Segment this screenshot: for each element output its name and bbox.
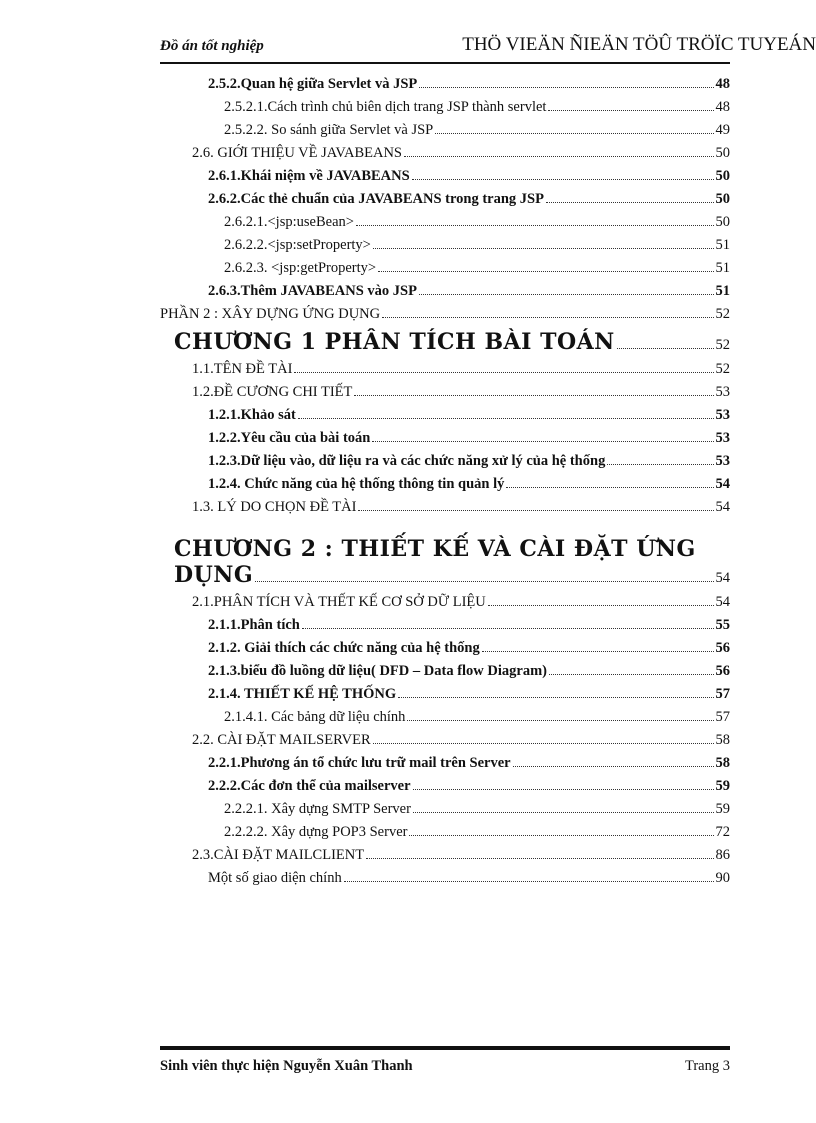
toc-entry-title: 2.6.3.Thêm JAVABEANS vào JSP bbox=[208, 283, 417, 299]
toc-entry[interactable] bbox=[160, 847, 730, 870]
toc-entry-page: 53 bbox=[715, 453, 730, 469]
toc-entry-page: 53 bbox=[715, 384, 730, 400]
toc-entry-title: 2.1.4. THIẾT KẾ HỆ THỐNG bbox=[208, 686, 397, 702]
toc-entry[interactable] bbox=[160, 99, 730, 122]
toc-leader bbox=[413, 789, 714, 790]
toc-leader bbox=[546, 202, 714, 203]
toc-leader bbox=[435, 133, 713, 134]
header-title: THÖ VIEÄN ÑIEÄN TÖÛ TRÖÏC TUYEÁN bbox=[462, 34, 816, 55]
toc-entry[interactable] bbox=[160, 686, 730, 709]
toc-leader bbox=[344, 881, 714, 882]
footer-page-number: Trang 3 bbox=[685, 1058, 730, 1074]
chapter-2-page: 54 bbox=[715, 570, 730, 586]
toc-entry[interactable] bbox=[160, 755, 730, 778]
toc-entry[interactable] bbox=[160, 283, 730, 306]
chapter-2-heading-line1[interactable] bbox=[160, 522, 730, 562]
toc-entry-title: 2.1.PHÂN TÍCH VÀ THẾT KẾ CƠ SỞ DỮ LIỆU bbox=[192, 594, 486, 610]
header-divider bbox=[160, 62, 730, 64]
toc-leader bbox=[488, 605, 714, 606]
toc-leader bbox=[358, 510, 713, 511]
toc-entry[interactable] bbox=[160, 237, 730, 260]
chapter-2-title-line1: CHƯƠNG 2 : THIẾT KẾ VÀ CÀI ĐẶT ỨNG bbox=[174, 536, 696, 562]
toc-entry[interactable] bbox=[160, 306, 730, 329]
toc-entry-page: 49 bbox=[715, 122, 730, 138]
chapter-2-heading-line2[interactable] bbox=[160, 562, 730, 594]
toc-entry-title: 2.6.2.3. <jsp:getProperty> bbox=[224, 260, 377, 276]
toc-entry-title: 2.5.2.2. So sánh giữa Servlet và JSP bbox=[224, 122, 434, 138]
toc-entry[interactable] bbox=[160, 76, 730, 99]
toc-leader bbox=[413, 812, 714, 813]
toc-entry[interactable] bbox=[160, 870, 730, 893]
toc-entry-title: 2.2.2.Các đơn thể của mailserver bbox=[208, 778, 411, 794]
toc-leader bbox=[372, 441, 713, 442]
toc-entry-title: 2.5.2.Quan hệ giữa Servlet và JSP bbox=[208, 76, 418, 92]
toc-leader bbox=[378, 271, 713, 272]
footer-author: Sinh viên thực hiện Nguyễn Xuân Thanh bbox=[160, 1058, 413, 1074]
toc-entry-page: 51 bbox=[715, 237, 730, 253]
toc-entry-title: 1.1.TÊN ĐỀ TÀI bbox=[192, 361, 293, 377]
toc-leader bbox=[354, 395, 713, 396]
toc-entry-title: 1.3. LÝ DO CHỌN ĐỀ TÀI bbox=[192, 499, 357, 515]
toc-entry-page: 86 bbox=[715, 847, 730, 863]
toc-leader bbox=[366, 858, 713, 859]
toc-leader bbox=[294, 372, 713, 373]
toc-entry-page: 51 bbox=[715, 260, 730, 276]
toc-entry-page: 57 bbox=[715, 709, 730, 725]
toc-entry-title: 2.6. GIỚI THIỆU VỀ JAVABEANS bbox=[192, 145, 402, 161]
toc-entry-page: 52 bbox=[715, 306, 730, 322]
toc-entry[interactable] bbox=[160, 594, 730, 617]
toc-leader bbox=[607, 464, 713, 465]
toc-entry[interactable] bbox=[160, 122, 730, 145]
toc-entry[interactable] bbox=[160, 499, 730, 522]
toc-entry[interactable] bbox=[160, 709, 730, 732]
toc-entry[interactable] bbox=[160, 453, 730, 476]
toc-leader bbox=[419, 87, 713, 88]
toc-leader bbox=[409, 835, 713, 836]
toc-entry-page: 48 bbox=[715, 99, 730, 115]
toc-entry-title: 2.1.3.biểu đồ luồng dữ liệu( DFD – Data flow Diagram) bbox=[208, 663, 547, 679]
toc-entry-page: 55 bbox=[715, 617, 730, 633]
toc-entry[interactable] bbox=[160, 476, 730, 499]
toc-leader bbox=[513, 766, 714, 767]
toc-entry[interactable] bbox=[160, 824, 730, 847]
toc-entry-title: 2.1.4.1. Các bảng dữ liệu chính bbox=[224, 709, 406, 725]
toc-leader bbox=[549, 674, 714, 675]
toc-entry[interactable] bbox=[160, 384, 730, 407]
toc-entry-page: 59 bbox=[715, 778, 730, 794]
chapter-1-title: CHƯƠNG 1 PHÂN TÍCH BÀI TOÁN bbox=[174, 329, 615, 355]
toc-entry-title: 2.5.2.1.Cách trình chủ biên dịch trang JSP thành servlet bbox=[224, 99, 547, 115]
toc-entry[interactable] bbox=[160, 430, 730, 453]
toc-entry-title: 2.6.2.2.<jsp:setProperty> bbox=[224, 237, 371, 253]
toc-entry-page: 58 bbox=[715, 755, 730, 771]
toc-entry-page: 53 bbox=[715, 430, 730, 446]
toc-entry-page: 58 bbox=[715, 732, 730, 748]
chapter-2-title-line2: DỤNG bbox=[174, 562, 254, 588]
toc-entry-page: 53 bbox=[715, 407, 730, 423]
toc-entry-page: 51 bbox=[715, 283, 730, 299]
toc-entry[interactable] bbox=[160, 260, 730, 283]
toc-leader bbox=[298, 418, 714, 419]
toc-entry-page: 50 bbox=[715, 168, 730, 184]
toc-entry-title: 2.6.1.Khái niệm về JAVABEANS bbox=[208, 168, 410, 184]
toc-entry[interactable] bbox=[160, 168, 730, 191]
toc-leader bbox=[548, 110, 713, 111]
toc-entry-page: 57 bbox=[715, 686, 730, 702]
toc-entry[interactable] bbox=[160, 732, 730, 755]
toc-leader bbox=[419, 294, 714, 295]
toc-entry-page: 72 bbox=[715, 824, 730, 840]
toc-entry[interactable] bbox=[160, 617, 730, 640]
toc-entry-title: 2.1.2. Giải thích các chức năng của hệ thống bbox=[208, 640, 480, 656]
chapter-1-heading[interactable] bbox=[160, 329, 730, 361]
toc-leader bbox=[407, 720, 713, 721]
toc-entry[interactable] bbox=[160, 214, 730, 237]
toc-entry-title: 2.2.1.Phương án tổ chức lưu trữ mail trên Server bbox=[208, 755, 511, 771]
toc-entry-page: 50 bbox=[715, 191, 730, 207]
toc-entry-title: 1.2.1.Khảo sát bbox=[208, 407, 296, 423]
toc-entry-title: 2.1.1.Phân tích bbox=[208, 617, 300, 633]
header-doc-type: Đồ án tốt nghiệp bbox=[160, 38, 264, 54]
toc-entry-page: 54 bbox=[715, 594, 730, 610]
toc-entry[interactable] bbox=[160, 663, 730, 686]
chapter-1-page: 52 bbox=[715, 337, 730, 353]
toc-entry[interactable] bbox=[160, 407, 730, 430]
toc-entry-title: 2.6.2.1.<jsp:useBean> bbox=[224, 214, 354, 230]
toc-entry-page: 52 bbox=[715, 361, 730, 377]
footer-divider bbox=[160, 1046, 730, 1050]
page-header bbox=[160, 34, 816, 60]
toc-entry-title: 2.3.CÀI ĐẶT MAILCLIENT bbox=[192, 847, 365, 863]
toc-entry-title: 1.2.3.Dữ liệu vào, dữ liệu ra và các chức năng xử lý của hệ thống bbox=[208, 453, 606, 469]
toc-entry-page: 59 bbox=[715, 801, 730, 817]
toc-section-b bbox=[160, 361, 730, 522]
toc-entry[interactable] bbox=[160, 778, 730, 801]
toc-entry-title: 1.2.2.Yêu cầu của bài toán bbox=[208, 430, 371, 446]
toc-entry-page: 54 bbox=[715, 476, 730, 492]
toc-entry[interactable] bbox=[160, 801, 730, 824]
table-of-contents bbox=[160, 76, 730, 893]
toc-entry-title: 2.6.2.Các thẻ chuẩn của JAVABEANS trong trang JSP bbox=[208, 191, 544, 207]
toc-entry[interactable] bbox=[160, 361, 730, 384]
toc-entry-page: 56 bbox=[715, 640, 730, 656]
toc-entry-title: 2.2.2.1. Xây dựng SMTP Server bbox=[224, 801, 411, 817]
toc-entry-page: 54 bbox=[715, 499, 730, 515]
toc-leader bbox=[398, 697, 713, 698]
toc-entry-title: Một số giao diện chính bbox=[208, 870, 342, 886]
toc-leader bbox=[404, 156, 714, 157]
toc-section-a bbox=[160, 76, 730, 329]
toc-entry-title: 2.2. CÀI ĐẶT MAILSERVER bbox=[192, 732, 371, 748]
toc-leader bbox=[255, 581, 713, 582]
toc-leader bbox=[412, 179, 714, 180]
toc-entry-page: 48 bbox=[715, 76, 730, 92]
toc-leader bbox=[382, 317, 713, 318]
toc-entry[interactable] bbox=[160, 640, 730, 663]
toc-leader bbox=[617, 348, 714, 349]
toc-leader bbox=[356, 225, 714, 226]
toc-leader bbox=[506, 487, 713, 488]
toc-entry-page: 50 bbox=[715, 145, 730, 161]
toc-leader bbox=[373, 248, 714, 249]
toc-entry[interactable] bbox=[160, 145, 730, 168]
toc-entry-title: 1.2.ĐỀ CƯƠNG CHI TIẾT bbox=[192, 384, 353, 400]
toc-entry-page: 90 bbox=[715, 870, 730, 886]
toc-entry-page: 56 bbox=[715, 663, 730, 679]
toc-entry-page: 50 bbox=[715, 214, 730, 230]
toc-section-c bbox=[160, 594, 730, 893]
toc-entry[interactable] bbox=[160, 191, 730, 214]
toc-leader bbox=[373, 743, 714, 744]
toc-entry-title: 1.2.4. Chức năng của hệ thống thông tin quản lý bbox=[208, 476, 505, 492]
toc-leader bbox=[302, 628, 714, 629]
toc-entry-title: PHẦN 2 : XÂY DỰNG ỨNG DỤNG bbox=[160, 306, 381, 322]
toc-leader bbox=[482, 651, 714, 652]
toc-entry-title: 2.2.2.2. Xây dựng POP3 Server bbox=[224, 824, 408, 840]
